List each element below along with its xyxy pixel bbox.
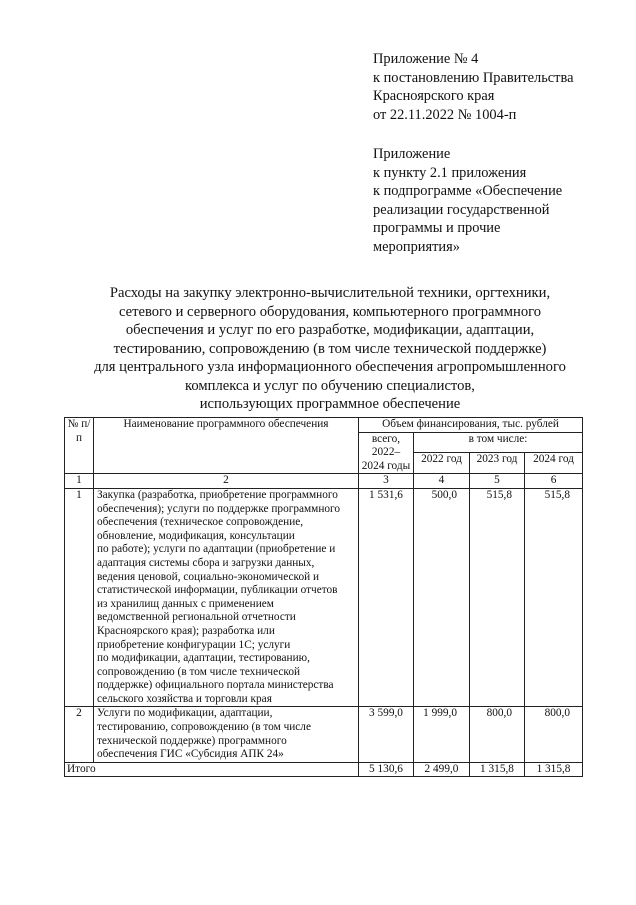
total-label: Итого <box>65 762 359 777</box>
row-name-line: сельского хозяйства и торговли края <box>97 692 272 705</box>
row-name-line: из хранилищ данных с применением <box>97 597 274 610</box>
column-number: 1 <box>65 474 94 489</box>
header-incl: в том числе: <box>414 432 583 453</box>
title-line: использующих программное обеспечение <box>199 396 461 412</box>
row-name <box>94 707 359 762</box>
row-name-line: Закупка (разработка, приобретение программного <box>97 488 338 501</box>
row-total: 3 599,0 <box>359 707 414 762</box>
total-sum: 5 130,6 <box>359 762 414 777</box>
row-name-line: приобретение конфигурации 1С; услуги <box>97 638 291 651</box>
row-2024: 800,0 <box>525 707 583 762</box>
row-name <box>94 488 359 707</box>
appendix-sub-header <box>373 145 613 257</box>
column-number: 6 <box>525 474 583 489</box>
column-number-row <box>65 474 583 489</box>
header-name: Наименование программного обеспечения <box>94 418 359 474</box>
column-number: 3 <box>359 474 414 489</box>
title-line: сетевого и серверного оборудования, компьютерного программного <box>118 303 542 320</box>
row-num: 1 <box>65 488 94 707</box>
column-number: 2 <box>94 474 359 489</box>
row-name-line: Красноярского края); разработка или <box>97 624 275 637</box>
row-2022: 500,0 <box>414 488 470 707</box>
header-year-2023: 2023 год <box>470 453 525 474</box>
row-name-line: по работе); услуги по адаптации (приобретение и <box>97 543 336 556</box>
row-num: 2 <box>65 707 94 762</box>
expenses-table <box>64 417 583 777</box>
table-row <box>65 707 583 762</box>
appendix-main-line: Приложение № 4 <box>373 51 479 67</box>
row-2023: 800,0 <box>470 707 525 762</box>
header-num: № п/п <box>65 418 94 474</box>
title-line: для центрального узла информационного обеспечения агропромышленного <box>94 359 566 375</box>
appendix-sub-line: Приложение <box>373 146 451 162</box>
document-title <box>40 284 620 414</box>
column-number: 5 <box>470 474 525 489</box>
appendix-sub-line: мероприятия» <box>373 238 460 255</box>
row-name-line: ведомственной региональной отчетности <box>97 611 296 624</box>
row-total: 1 531,6 <box>359 488 414 707</box>
appendix-sub-line: программы и прочие <box>373 220 501 237</box>
row-name-line: Услуги по модификации, адаптации, <box>97 707 273 720</box>
appendix-main-header <box>373 50 613 124</box>
total-2022: 2 499,0 <box>414 762 470 777</box>
column-number: 4 <box>414 474 470 489</box>
header-year-2024: 2024 год <box>525 453 583 474</box>
header-total: всего, 2022–2024 годы <box>359 432 414 474</box>
title-line: комплекса и услуг по обучению специалистов, <box>185 377 475 394</box>
row-name-line: сопровождению (в том числе технической <box>97 665 301 678</box>
title-line: Расходы на закупку электронно-вычислительной техники, оргтехники, <box>109 285 551 301</box>
row-name-line: ведения ценовой, социально-экономической и <box>97 570 320 583</box>
row-2024: 515,8 <box>525 488 583 707</box>
row-2023: 515,8 <box>470 488 525 707</box>
row-name-line: статистической информации, публикации отчетов <box>97 584 338 597</box>
appendix-sub-line: к пункту 2.1 приложения <box>373 164 527 181</box>
row-name-line: обновление, модификация, консультации <box>97 529 295 542</box>
appendix-main-line: Красноярского края <box>373 88 495 105</box>
title-line: тестированию, сопровождению (в том числе технической поддержке) <box>113 340 547 357</box>
row-name-line: тестированию, сопровождению (в том числе <box>97 721 311 734</box>
appendix-main-line: к постановлению Правительства <box>373 69 574 86</box>
row-name-line: по модификации, адаптации, тестированию, <box>97 652 310 665</box>
total-2023: 1 315,8 <box>470 762 525 777</box>
row-name-line: поддержке) официального портала министерства <box>97 679 334 692</box>
row-2022: 1 999,0 <box>414 707 470 762</box>
total-2024: 1 315,8 <box>525 762 583 777</box>
total-row <box>65 762 583 777</box>
table-row <box>65 488 583 707</box>
row-name-line: обеспечения (техническое сопровождение, <box>97 516 304 529</box>
appendix-main-line: от 22.11.2022 № 1004-п <box>373 106 517 123</box>
header-funding: Объем финансирования, тыс. рублей <box>359 418 583 433</box>
header-year-2022: 2022 год <box>414 453 470 474</box>
appendix-sub-line: к подпрограмме «Обеспечение <box>373 183 563 200</box>
row-name-line: обеспечения ГИС «Субсидия АПК 24» <box>97 748 284 761</box>
appendix-sub-line: реализации государственной <box>373 201 550 218</box>
row-name-line: адаптация системы сбора и загрузки данных, <box>97 556 315 569</box>
row-name-line: обеспечения); услуги по поддержке программного <box>97 502 341 515</box>
row-name-line: технической поддержке) программного <box>97 734 287 747</box>
title-line: обеспечения и услуг по его разработке, модификации, адаптации, <box>125 322 535 338</box>
